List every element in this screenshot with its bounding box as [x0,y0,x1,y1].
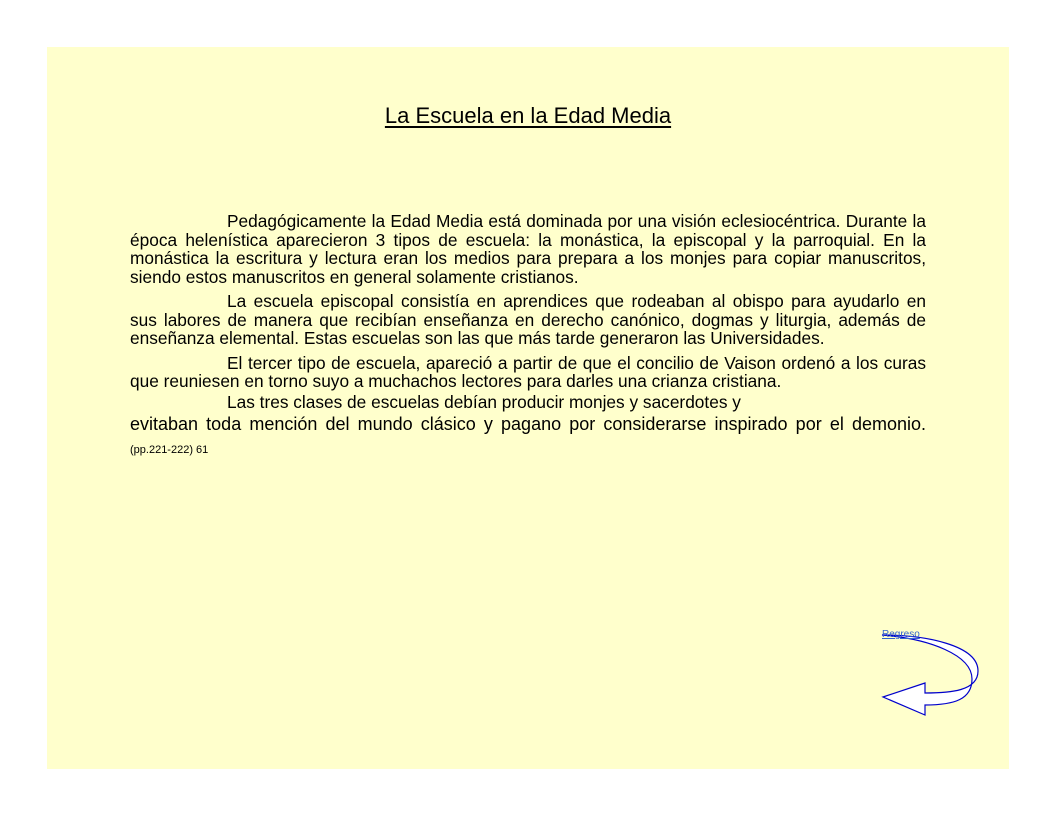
slide [47,47,1009,769]
paragraph-classical-world-text: evitaban toda mención del mundo clásico y pagano por considerarse inspirado por el demonio. [130,414,926,434]
page-title: La Escuela en la Edad Media [384,103,672,128]
curved-back-arrow-icon[interactable] [880,633,980,717]
body-text [130,212,926,462]
paragraph-episcopal-school: La escuela episcopal consistía en aprendices que rodeaban al obispo para ayudarlo en sus labores de manera que recibían enseñanza en derecho canónico, dogmas y liturgia, además de enseñanza elemental. Estas escuelas son las que más tarde generaron las Universidades. [130,291,926,348]
back-link[interactable]: Regreso [882,629,920,640]
paragraph-parish-school: El tercer tipo de escuela, apareció a partir de que el concilio de Vaison ordenó a los curas que reuniesen en torno suyo a muchachos lectores para darles una crianza cristiana. [130,352,926,391]
paragraph-classical-world [130,413,926,462]
paragraph-three-schools: Las tres clases de escuelas debían producir monjes y sacerdotes y [227,391,741,412]
citation: (pp.221-222) 61 [130,444,209,456]
paragraph-monastic-school: Pedagógicamente la Edad Media está dominada por una visión eclesiocéntrica. Durante la época helenística aparecieron 3 tipos de escuela: la monástica, la episcopal y la parroquial. En la monástica la escritura y lectura eran los medios para prepara a los monjes para copiar manuscritos, siendo estos manuscritos en general solamente cristianos. [130,211,926,287]
